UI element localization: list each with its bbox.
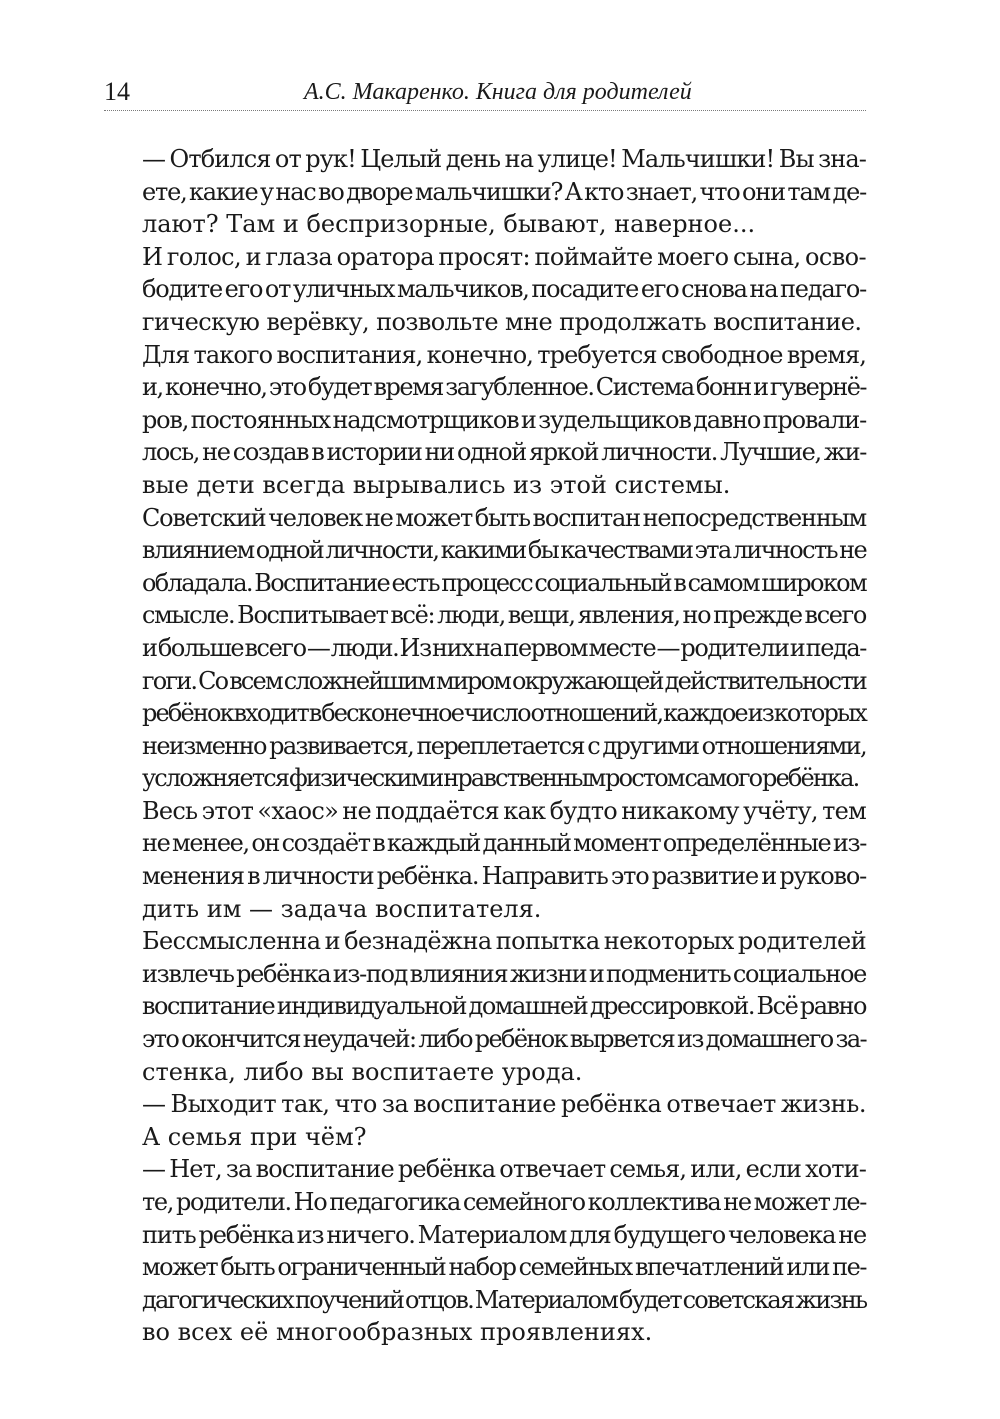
text-line: обладала. Воспитание есть процесс социальный в самом широком xyxy=(142,568,866,597)
text-line: во всех её многообразных проявлениях. xyxy=(142,1318,653,1347)
header-rule xyxy=(104,110,866,111)
text-line: лают? Там и беспризорные, бывают, наверное... xyxy=(142,210,756,239)
text-line: извлечь ребёнка из-под влияния жизни и подменить социальное xyxy=(142,959,866,988)
text-line: дагогических поучений отцов. Материалом будет советская жизнь xyxy=(142,1285,867,1314)
text-line: лось, не создав в истории ни одной яркой личности. Лучшие, жи- xyxy=(142,438,866,467)
text-line: — Отбился от рук! Целый день на улице! Мальчишки! Вы зна- xyxy=(142,145,866,173)
body-text xyxy=(104,143,866,1349)
text-line: смысле. Воспитывает всё: люди, вещи, явления, но прежде всего xyxy=(142,601,866,630)
text-line: и больше всего — люди. Из них на первом месте — родители и педа- xyxy=(142,633,866,662)
text-line: менения в личности ребёнка. Направить это развитие и руково- xyxy=(142,862,866,891)
running-title: А.С. Макаренко. Книга для родителей xyxy=(304,79,692,105)
text-line: влиянием одной личности, какими бы качествами эта личность не xyxy=(142,536,866,565)
text-line: Для такого воспитания, конечно, требуется свободное время, xyxy=(142,340,866,369)
text-line: может быть ограниченный набор семейных впечатлений или пе- xyxy=(142,1253,866,1282)
text-line: не менее, он создаёт в каждый данный момент определённые из- xyxy=(142,829,866,858)
text-line: дить им — задача воспитателя. xyxy=(142,894,542,923)
text-line: ете, какие у нас во дворе мальчишки? А кто знает, что они там де- xyxy=(142,177,866,206)
text-line: — Выходит так, что за воспитание ребёнка отвечает жизнь. xyxy=(142,1090,866,1119)
text-line: и, конечно, это будет время загубленное. Система бонн и гувернё- xyxy=(142,373,866,402)
paragraph-5 xyxy=(104,795,866,925)
paragraph-6 xyxy=(104,925,866,1088)
paragraph-4 xyxy=(104,502,866,795)
text-line: Советский человек не может быть воспитан непосредственным xyxy=(142,503,866,532)
text-line: А семья при чём? xyxy=(142,1122,367,1151)
text-line: усложняется физическим и нравственным ростом самого ребёнка. xyxy=(142,764,859,793)
text-line: неизменно развивается, переплетается с другими отношениями, xyxy=(142,731,866,760)
text-line: те, родители. Но педагогика семейного коллектива не может ле- xyxy=(142,1188,866,1216)
text-line: вые дети всегда вырывались из этой системы. xyxy=(142,470,731,499)
text-line: воспитание индивидуальной домашней дрессировкой. Всё равно xyxy=(142,992,866,1021)
text-line: Бессмысленна и безнадёжна попытка некоторых родителей xyxy=(142,927,866,956)
paragraph-2 xyxy=(104,241,866,339)
text-line: ров, постоянных надсмотрщиков и зудельщиков давно провали- xyxy=(142,405,866,434)
text-line: — Нет, за воспитание ребёнка отвечает семья, или, если хоти- xyxy=(142,1155,866,1184)
text-line: гоги. Со всем сложнейшим миром окружающей действительности xyxy=(142,666,866,695)
text-line: бодите его от уличных мальчиков, посадите его снова на педаго- xyxy=(142,275,866,304)
paragraph-7 xyxy=(104,1088,866,1153)
paragraph-3 xyxy=(104,339,866,502)
text-line: гическую верёвку, позвольте мне продолжать воспитание. xyxy=(142,307,862,336)
running-head xyxy=(104,74,866,110)
paragraph-1 xyxy=(104,143,866,241)
text-line: это окончится неудачей: либо ребёнок вырвется из домашнего за- xyxy=(142,1025,866,1054)
page-number: 14 xyxy=(104,77,130,106)
text-line: И голос, и глаза оратора просят: поймайте моего сына, осво- xyxy=(142,242,866,271)
text-line: стенка, либо вы воспитаете урода. xyxy=(142,1057,583,1086)
text-line: ребёнок входит в бесконечное число отношений, каждое из которых xyxy=(142,699,866,728)
paragraph-8 xyxy=(104,1153,866,1349)
text-line: Весь этот «хаос» не поддаётся как будто никакому учёту, тем xyxy=(142,796,866,825)
text-line: пить ребёнка из ничего. Материалом для будущего человека не xyxy=(142,1220,866,1249)
